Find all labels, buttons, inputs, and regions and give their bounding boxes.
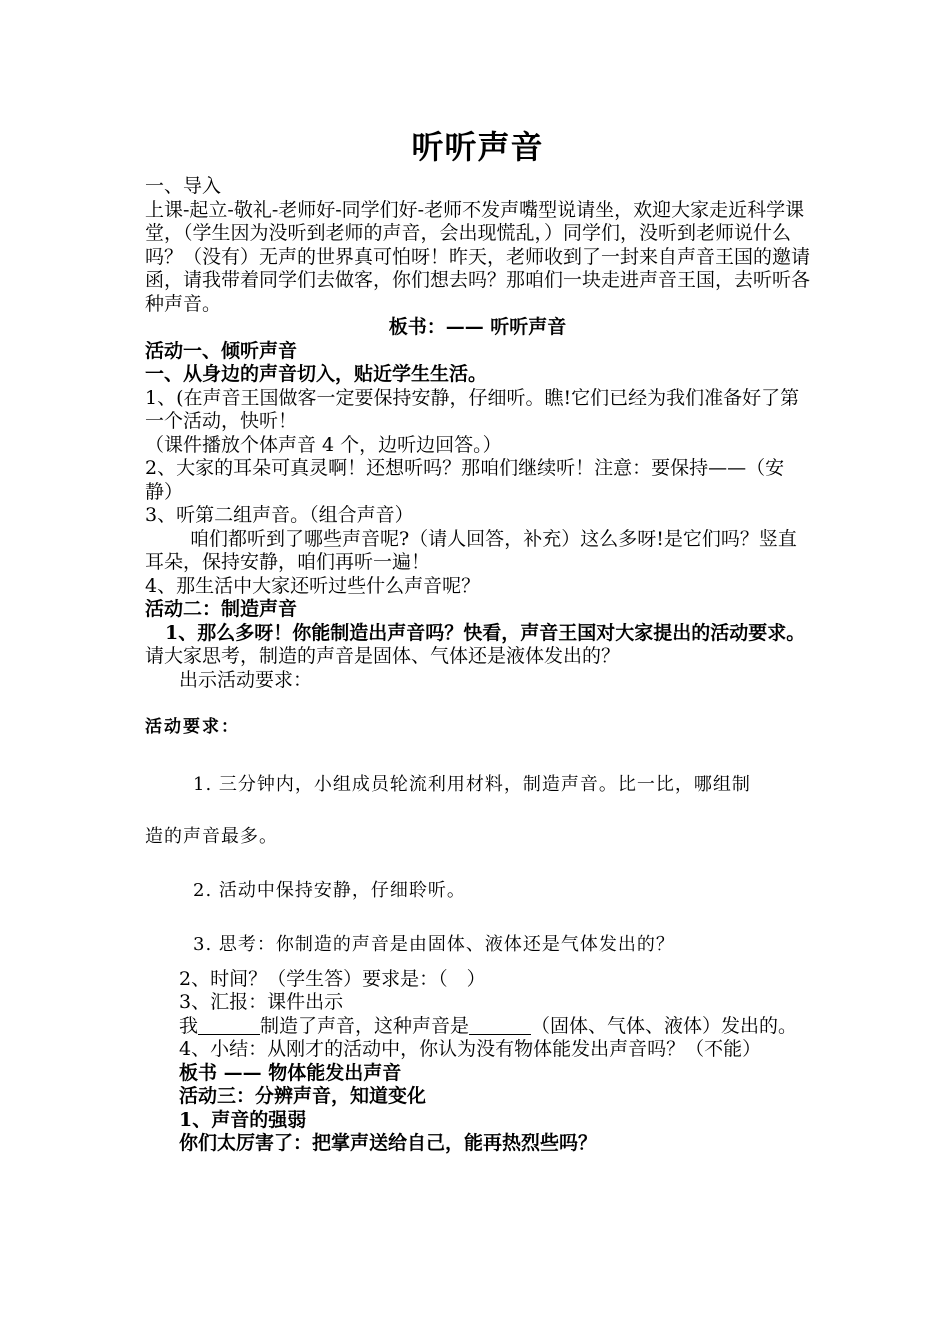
activity3-item-1: 1、声音的强弱 — [179, 1108, 307, 1131]
requirement-3: 3. 思考：你制造的声音是由固体、液体还是气体发出的？ — [193, 933, 675, 955]
activity2-item-1-rest: 请大家思考，制造的声音是固体、气体还是液体发出的？ — [145, 645, 621, 667]
activity2-item-1-bold: 1、那么多呀！你能制造出声音吗？快看，声音王国对大家提出的活动要求。 — [165, 621, 806, 644]
activity1-item-2: 2、大家的耳朵可真灵啊！还想听吗？那咱们继续听！注意：要保持——（安静） — [145, 457, 785, 503]
activity2-item-4: 4、小结：从刚才的活动中，你认为没有物体能发出声音吗？（不能） — [179, 1038, 762, 1060]
requirement-1b: 造的声音最多。 — [145, 825, 278, 847]
board-note-2: 板书 —— 物体能发出声音 — [179, 1061, 402, 1084]
activity3-line: 你们太厉害了：把掌声送给自己，能再热烈些吗？ — [179, 1132, 598, 1154]
activity3-title: 活动三：分辨声音，知道变化 — [179, 1085, 427, 1107]
report-text-2: 制造了声音，这种声音是 — [260, 1014, 470, 1037]
board-note-1: 板书：—— 听听声音 — [388, 316, 567, 338]
requirement-1a: 1. 三分钟内，小组成员轮流利用材料，制造声音。比一比，哪组制 — [193, 773, 751, 795]
activity1-item-1: 1、(在声音王国做客一定要保持安静，仔细听。瞧!它们已经为我们准备好了第一个活动，快听！ — [145, 386, 800, 432]
report-text-1: 我 — [179, 1014, 199, 1037]
requirement-2: 2. 活动中保持安静，仔细聆听。 — [193, 879, 466, 901]
intro-paragraph: 上课-起立-敬礼-老师好-同学们好-老师不发声嘴型说请坐，欢迎大家走近科学课堂，（学生因为没听到老师的声音，会出现慌乱，）同学们，没听到老师说什么吗？（没有）无声的世界真可怕呀！昨天，老师收到了一封来自声音王国的邀请函，请我带着同学们去做客，你们想去吗？那咱们一块走进声音王国，去听听各种声音。 — [145, 198, 811, 315]
report-blank-1 — [198, 1016, 260, 1035]
activity1-item-3: 3、听第二组声音。（组合声音） — [145, 504, 414, 526]
activity2-show-requirements: 出示活动要求： — [179, 668, 313, 691]
report-blank-2 — [469, 1016, 531, 1035]
activity2-item-3: 3、汇报：课件出示 — [179, 991, 344, 1013]
activity1-item-3-detail: 咱们都听到了哪些声音呢?（请人回答，补充）这么多呀!是它们吗？竖直耳朵，保持安静，咱们再听一遍！ — [145, 527, 797, 573]
page-title: 听听声音 — [411, 128, 544, 166]
activity1-item-4: 4、那生活中大家还听过些什么声音呢？ — [145, 574, 481, 597]
requirements-heading: 活动要求： — [145, 717, 240, 737]
activity2-item-2: 2、时间？（学生答）要求是：（ ） — [179, 967, 486, 990]
report-text-3: （固体、气体、液体）发出的。 — [531, 1014, 798, 1037]
activity1-title: 活动一、倾听声音 — [145, 339, 298, 362]
activity2-report-line — [145, 1015, 810, 1039]
activity1-item-1-note: （课件播放个体声音 4 个，边听边回答。） — [145, 433, 502, 456]
activity2-title: 活动二：制造声音 — [145, 598, 298, 620]
activity1-subtitle: 一、从身边的声音切入，贴近学生生活。 — [145, 363, 488, 385]
activity2-item-1 — [145, 622, 810, 669]
document-page — [145, 125, 810, 1156]
section-heading-intro: 一、导入 — [145, 175, 222, 197]
